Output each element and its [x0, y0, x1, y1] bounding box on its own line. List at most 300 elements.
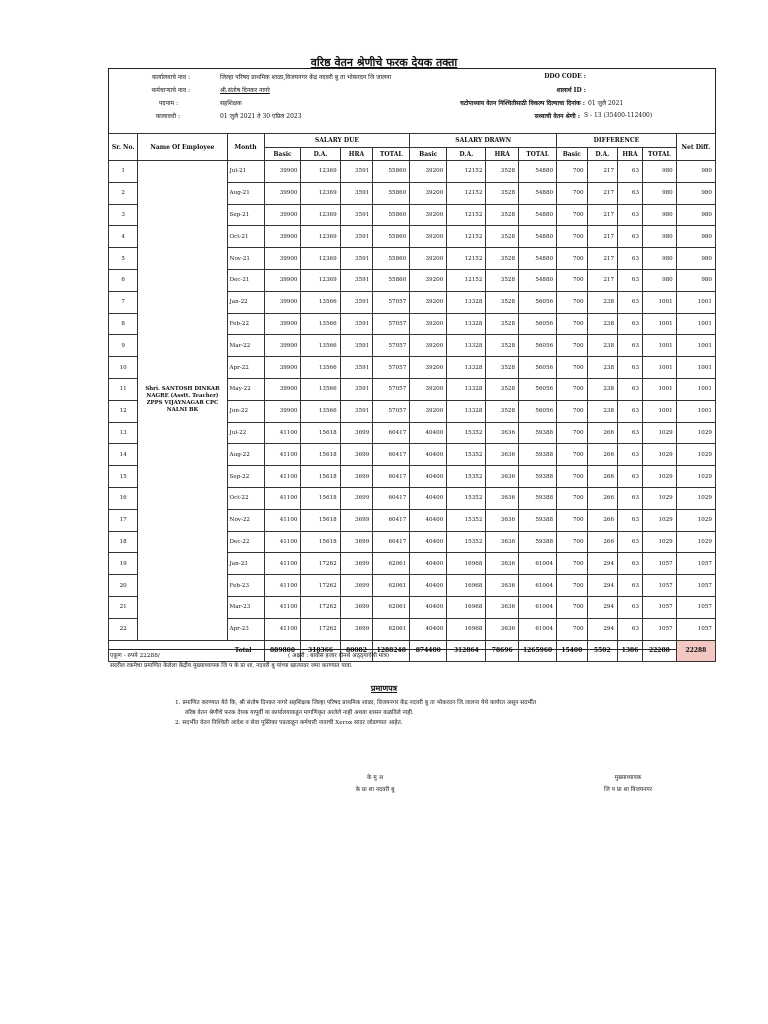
- diff-total-cell: 1029: [643, 531, 677, 553]
- due-total-cell: 55860: [373, 204, 410, 226]
- drawn-basic-cell: 39200: [410, 400, 447, 422]
- due-hra-cell: 3699: [340, 618, 373, 640]
- due-total-cell: 57057: [373, 357, 410, 379]
- due-basic-cell: 39900: [264, 248, 301, 270]
- drawn-basic-cell: 40400: [410, 575, 447, 597]
- due-basic-cell: 41100: [264, 422, 301, 444]
- total-net-diff: 22288: [676, 640, 715, 662]
- diff-basic-cell: 700: [557, 161, 587, 183]
- net-diff-cell: 1029: [676, 509, 715, 531]
- total-due-da: 318366: [301, 640, 340, 662]
- diff-total-cell: 1029: [643, 466, 677, 488]
- due-basic-cell: 39900: [264, 313, 301, 335]
- drawn-total-cell: 54880: [519, 182, 557, 204]
- drawn-da-cell: 16968: [447, 596, 486, 618]
- net-diff-cell: 980: [676, 182, 715, 204]
- net-diff-cell: 1029: [676, 466, 715, 488]
- diff-hra-cell: 63: [618, 466, 643, 488]
- drawn-hra-cell: 3636: [486, 553, 519, 575]
- net-diff-cell: 1029: [676, 531, 715, 553]
- diff-hra-cell: 63: [618, 335, 643, 357]
- diff-hra-cell: 63: [618, 509, 643, 531]
- drawn-da-cell: 15352: [447, 422, 486, 444]
- month-cell: Feb-23: [227, 575, 264, 597]
- option-date-value: 01 जुलै 2021: [588, 100, 624, 107]
- due-basic-cell: 39900: [264, 226, 301, 248]
- diff-basic-cell: 700: [557, 509, 587, 531]
- ddo-code-label: DDO CODE :: [544, 73, 586, 80]
- sr-no-cell: 1: [109, 161, 138, 183]
- difference-header: DIFFERENCE: [557, 134, 677, 148]
- page-title: वरिष्ठ वेतन श्रेणीचे फरक देयक तक्ता: [310, 56, 458, 69]
- due-total-cell: 55860: [373, 269, 410, 291]
- diff-total-cell: 980: [643, 161, 677, 183]
- due-da-cell: 12369: [301, 182, 340, 204]
- due-total-cell: 55860: [373, 248, 410, 270]
- diff-da-cell: 294: [587, 618, 617, 640]
- drawn-total-cell: 61004: [519, 575, 557, 597]
- total-diff-basic: 15400: [557, 640, 587, 662]
- diff-total-cell: 980: [643, 204, 677, 226]
- diff-total-header: TOTAL: [643, 148, 677, 161]
- diff-basic-cell: 700: [557, 204, 587, 226]
- due-hra-cell: 3591: [340, 182, 373, 204]
- month-cell: Jul-21: [227, 161, 264, 183]
- month-cell: Mar-23: [227, 596, 264, 618]
- due-da-header: D.A.: [301, 148, 340, 161]
- due-da-cell: 13566: [301, 335, 340, 357]
- due-da-cell: 17262: [301, 596, 340, 618]
- month-cell: Dec-21: [227, 269, 264, 291]
- net-diff-cell: 980: [676, 226, 715, 248]
- due-hra-cell: 3591: [340, 161, 373, 183]
- month-cell: Apr-22: [227, 357, 264, 379]
- net-diff-cell: 980: [676, 269, 715, 291]
- diff-hra-cell: 63: [618, 575, 643, 597]
- net-diff-cell: 980: [676, 161, 715, 183]
- sr-no-cell: 12: [109, 400, 138, 422]
- drawn-hra-cell: 3528: [486, 204, 519, 226]
- drawn-hra-cell: 3528: [486, 161, 519, 183]
- drawn-da-cell: 15352: [447, 466, 486, 488]
- sr-no-cell: 6: [109, 269, 138, 291]
- due-total-cell: 62061: [373, 553, 410, 575]
- due-da-cell: 13566: [301, 313, 340, 335]
- due-basic-cell: 41100: [264, 575, 301, 597]
- diff-hra-cell: 63: [618, 248, 643, 270]
- due-da-cell: 15618: [301, 444, 340, 466]
- diff-hra-cell: 63: [618, 357, 643, 379]
- due-total-cell: 55860: [373, 226, 410, 248]
- diff-total-cell: 1029: [643, 422, 677, 444]
- post-value: सहशिक्षक: [220, 100, 242, 107]
- due-basic-cell: 41100: [264, 487, 301, 509]
- month-cell: Apr-23: [227, 618, 264, 640]
- drawn-total-cell: 54880: [519, 248, 557, 270]
- drawn-basic-cell: 40400: [410, 618, 447, 640]
- shalarth-id-label: शालार्थ ID :: [556, 87, 586, 94]
- month-cell: Jul-22: [227, 422, 264, 444]
- sr-no-cell: 4: [109, 226, 138, 248]
- diff-hra-cell: 63: [618, 182, 643, 204]
- drawn-hra-cell: 3636: [486, 466, 519, 488]
- pay-scale-label: सध्याची वेतन श्रेणी :: [534, 113, 580, 120]
- diff-hra-cell: 63: [618, 596, 643, 618]
- period-label: कालावधी :: [155, 113, 180, 120]
- salary-drawn-header: SALARY DRAWN: [410, 134, 557, 148]
- due-hra-header: HRA: [340, 148, 373, 161]
- net-diff-cell: 1001: [676, 357, 715, 379]
- diff-da-cell: 238: [587, 357, 617, 379]
- due-hra-cell: 3591: [340, 357, 373, 379]
- employee-label: कर्मचाऱ्याचे नाव :: [151, 87, 190, 94]
- drawn-total-cell: 54880: [519, 269, 557, 291]
- month-cell: Aug-21: [227, 182, 264, 204]
- net-diff-cell: 1057: [676, 553, 715, 575]
- drawn-da-cell: 13328: [447, 357, 486, 379]
- diff-hra-cell: 63: [618, 313, 643, 335]
- diff-basic-cell: 700: [557, 422, 587, 444]
- period-value: 01 जुलै 2021 ते 30 एप्रिल 2023: [220, 113, 302, 120]
- diff-total-cell: 980: [643, 226, 677, 248]
- drawn-total-cell: 61004: [519, 618, 557, 640]
- drawn-total-cell: 59388: [519, 466, 557, 488]
- diff-basic-cell: 700: [557, 553, 587, 575]
- drawn-basic-cell: 40400: [410, 553, 447, 575]
- drawn-hra-cell: 3528: [486, 400, 519, 422]
- drawn-basic-cell: 39200: [410, 335, 447, 357]
- due-da-cell: 13566: [301, 378, 340, 400]
- sr-no-cell: 17: [109, 509, 138, 531]
- sr-no-cell: 9: [109, 335, 138, 357]
- certificate-line-1: 1. प्रमाणित करण्यात येते कि, श्री संतोष दिनकर नागरे सहशिक्षक जिल्हा परिषद प्राथमिक शाळा, विजयनगर केंद्र नदवरी बु ता भोकरदन जि.जालना येथे कार्यरत असून सदर्भीत: [175, 700, 537, 706]
- diff-hra-cell: 63: [618, 444, 643, 466]
- diff-total-cell: 1029: [643, 487, 677, 509]
- drawn-da-cell: 16968: [447, 575, 486, 597]
- drawn-da-cell: 15352: [447, 531, 486, 553]
- due-basic-cell: 41100: [264, 618, 301, 640]
- due-hra-cell: 3591: [340, 378, 373, 400]
- diff-total-cell: 1001: [643, 400, 677, 422]
- drawn-total-cell: 59388: [519, 487, 557, 509]
- drawn-hra-cell: 3636: [486, 618, 519, 640]
- diff-total-cell: 1001: [643, 313, 677, 335]
- drawn-basic-cell: 40400: [410, 487, 447, 509]
- diff-da-cell: 294: [587, 575, 617, 597]
- diff-hra-cell: 63: [618, 618, 643, 640]
- drawn-total-header: TOTAL: [519, 148, 557, 161]
- diff-da-cell: 266: [587, 422, 617, 444]
- drawn-hra-cell: 3528: [486, 335, 519, 357]
- total-diff-da: 5502: [587, 640, 617, 662]
- month-cell: Oct-21: [227, 226, 264, 248]
- due-total-cell: 60417: [373, 466, 410, 488]
- pay-scale-value: S - 13 (35400-112400): [584, 112, 653, 119]
- diff-hra-cell: 63: [618, 269, 643, 291]
- total-diff-hra: 1386: [618, 640, 643, 662]
- total-label: Total: [109, 640, 265, 662]
- due-hra-cell: 3699: [340, 444, 373, 466]
- diff-da-cell: 266: [587, 444, 617, 466]
- diff-da-cell: 266: [587, 531, 617, 553]
- due-total-cell: 55860: [373, 182, 410, 204]
- diff-basic-cell: 700: [557, 378, 587, 400]
- drawn-hra-cell: 3528: [486, 269, 519, 291]
- drawn-basic-cell: 39200: [410, 204, 447, 226]
- due-total-cell: 60417: [373, 531, 410, 553]
- total-due-total: 1288248: [373, 640, 410, 662]
- due-total-cell: 57057: [373, 400, 410, 422]
- drawn-total-cell: 59388: [519, 422, 557, 444]
- net-diff-cell: 1029: [676, 422, 715, 444]
- drawn-total-cell: 56056: [519, 357, 557, 379]
- sr-no-cell: 13: [109, 422, 138, 444]
- drawn-total-cell: 54880: [519, 161, 557, 183]
- post-label: पदनाम :: [159, 100, 178, 107]
- sr-no-cell: 18: [109, 531, 138, 553]
- sr-no-cell: 11: [109, 378, 138, 400]
- drawn-basic-cell: 40400: [410, 466, 447, 488]
- diff-total-cell: 1057: [643, 596, 677, 618]
- diff-total-cell: 1001: [643, 357, 677, 379]
- diff-basic-cell: 700: [557, 487, 587, 509]
- total-due-hra: 80082: [340, 640, 373, 662]
- due-total-cell: 62061: [373, 575, 410, 597]
- due-total-cell: 57057: [373, 291, 410, 313]
- total-row: [109, 640, 716, 662]
- drawn-da-cell: 13328: [447, 400, 486, 422]
- due-da-cell: 15618: [301, 531, 340, 553]
- month-cell: Nov-22: [227, 509, 264, 531]
- diff-basic-cell: 700: [557, 575, 587, 597]
- drawn-hra-cell: 3528: [486, 182, 519, 204]
- due-total-cell: 57057: [373, 378, 410, 400]
- month-cell: Jan-23: [227, 553, 264, 575]
- office-value: जिल्हा परिषद प्राथमिक शाळा,विजयनगर केंद्र नदवरी बु ता भोकरदन जि जालना: [220, 74, 392, 81]
- net-diff-cell: 1029: [676, 487, 715, 509]
- net-diff-cell: 1001: [676, 400, 715, 422]
- due-basic-cell: 41100: [264, 553, 301, 575]
- right-signature-title: मुख्याध्यापक: [614, 775, 642, 781]
- net-diff-cell: 980: [676, 248, 715, 270]
- due-total-cell: 57057: [373, 313, 410, 335]
- table-row: [109, 161, 716, 183]
- diff-hra-cell: 63: [618, 553, 643, 575]
- certificate-title: प्रमाणपत्र: [370, 683, 398, 693]
- sr-no-cell: 2: [109, 182, 138, 204]
- diff-basic-cell: 700: [557, 269, 587, 291]
- drawn-basic-cell: 39200: [410, 161, 447, 183]
- due-total-cell: 62061: [373, 596, 410, 618]
- total-amount-note: एकूण - रुपये 22288/: [110, 653, 160, 659]
- due-hra-cell: 3591: [340, 204, 373, 226]
- due-da-cell: 15618: [301, 487, 340, 509]
- sr-no-cell: 21: [109, 596, 138, 618]
- month-cell: Jun-22: [227, 400, 264, 422]
- total-drawn-basic: 874400: [410, 640, 447, 662]
- due-total-cell: 55860: [373, 161, 410, 183]
- due-da-cell: 17262: [301, 553, 340, 575]
- drawn-basic-cell: 40400: [410, 422, 447, 444]
- due-hra-cell: 3591: [340, 313, 373, 335]
- due-basic-cell: 41100: [264, 509, 301, 531]
- total-drawn-da: 312864: [447, 640, 486, 662]
- due-hra-cell: 3699: [340, 575, 373, 597]
- net-diff-header: Net Diff.: [676, 134, 715, 161]
- due-da-cell: 12369: [301, 269, 340, 291]
- due-basic-cell: 39900: [264, 182, 301, 204]
- drawn-basic-cell: 39200: [410, 378, 447, 400]
- drawn-hra-cell: 3528: [486, 313, 519, 335]
- diff-basic-cell: 700: [557, 444, 587, 466]
- payment-instruction: सदरील रकमेचा प्रमाणित केलेला केंद्रीय मुख्याध्यापक जि प के प्रा शा, नदवरी बु यांच्या खात्यावर जमा करण्यात यावा.: [110, 663, 353, 669]
- due-basic-cell: 41100: [264, 466, 301, 488]
- due-hra-cell: 3591: [340, 226, 373, 248]
- diff-total-cell: 1057: [643, 575, 677, 597]
- due-basic-cell: 39900: [264, 400, 301, 422]
- diff-hra-cell: 63: [618, 422, 643, 444]
- diff-total-cell: 980: [643, 269, 677, 291]
- drawn-da-cell: 13328: [447, 335, 486, 357]
- office-label: कार्यालयाचे नाव :: [151, 74, 190, 81]
- drawn-hra-cell: 3636: [486, 575, 519, 597]
- sr-no-cell: 5: [109, 248, 138, 270]
- employee-value: श्री.संतोष दिनकर नागरे: [220, 87, 270, 94]
- due-basic-cell: 41100: [264, 531, 301, 553]
- drawn-total-cell: 56056: [519, 400, 557, 422]
- drawn-basic-cell: 39200: [410, 313, 447, 335]
- diff-basic-cell: 700: [557, 313, 587, 335]
- total-diff-total: 22288: [643, 640, 677, 662]
- net-diff-cell: 1029: [676, 444, 715, 466]
- drawn-hra-cell: 3636: [486, 422, 519, 444]
- diff-basic-cell: 700: [557, 291, 587, 313]
- net-diff-cell: 1001: [676, 335, 715, 357]
- due-total-cell: 62061: [373, 618, 410, 640]
- net-diff-cell: 1001: [676, 291, 715, 313]
- due-da-cell: 12369: [301, 248, 340, 270]
- diff-da-cell: 266: [587, 466, 617, 488]
- month-cell: Sep-22: [227, 466, 264, 488]
- drawn-da-header: D.A.: [447, 148, 486, 161]
- due-basic-cell: 41100: [264, 444, 301, 466]
- diff-da-cell: 238: [587, 335, 617, 357]
- due-hra-cell: 3591: [340, 335, 373, 357]
- net-diff-cell: 1057: [676, 596, 715, 618]
- diff-basic-cell: 700: [557, 335, 587, 357]
- due-basic-cell: 39900: [264, 378, 301, 400]
- drawn-da-cell: 12152: [447, 204, 486, 226]
- table-body: [109, 161, 716, 662]
- month-cell: Aug-22: [227, 444, 264, 466]
- month-cell: Sep-21: [227, 204, 264, 226]
- diff-basic-cell: 700: [557, 466, 587, 488]
- diff-hra-cell: 63: [618, 204, 643, 226]
- sr-no-cell: 3: [109, 204, 138, 226]
- net-diff-cell: 1057: [676, 618, 715, 640]
- due-basic-header: Basic: [264, 148, 301, 161]
- due-hra-cell: 3699: [340, 509, 373, 531]
- due-hra-cell: 3699: [340, 531, 373, 553]
- drawn-hra-cell: 3528: [486, 226, 519, 248]
- net-diff-cell: 980: [676, 204, 715, 226]
- diff-hra-cell: 63: [618, 400, 643, 422]
- drawn-total-cell: 56056: [519, 378, 557, 400]
- due-da-cell: 15618: [301, 422, 340, 444]
- drawn-da-cell: 16968: [447, 553, 486, 575]
- diff-da-cell: 266: [587, 487, 617, 509]
- due-da-cell: 12369: [301, 204, 340, 226]
- diff-hra-cell: 63: [618, 291, 643, 313]
- sr-no-cell: 10: [109, 357, 138, 379]
- drawn-da-cell: 16968: [447, 618, 486, 640]
- due-hra-cell: 3699: [340, 466, 373, 488]
- due-total-header: TOTAL: [373, 148, 410, 161]
- drawn-hra-header: HRA: [486, 148, 519, 161]
- sr-no-cell: 8: [109, 313, 138, 335]
- month-cell: Jan-22: [227, 291, 264, 313]
- diff-total-cell: 1057: [643, 553, 677, 575]
- due-hra-cell: 3699: [340, 422, 373, 444]
- drawn-hra-cell: 3528: [486, 291, 519, 313]
- certificate-line-2: 2. सदर्भीत वेतन निश्चिती आदेश व सेवा पुस्तिका पडताळून कर्मचारी नावाची Xerox सादर जोडण्यात आहेत.: [175, 720, 403, 726]
- drawn-basic-cell: 39200: [410, 248, 447, 270]
- left-signature-office: के प्रा शा नदवरी बु: [355, 787, 395, 793]
- diff-da-cell: 217: [587, 161, 617, 183]
- drawn-basic-cell: 39200: [410, 182, 447, 204]
- due-hra-cell: 3591: [340, 248, 373, 270]
- due-total-cell: 60417: [373, 422, 410, 444]
- month-cell: Nov-21: [227, 248, 264, 270]
- drawn-total-cell: 59388: [519, 531, 557, 553]
- due-da-cell: 17262: [301, 575, 340, 597]
- due-basic-cell: 39900: [264, 291, 301, 313]
- due-total-cell: 60417: [373, 509, 410, 531]
- drawn-da-cell: 13328: [447, 313, 486, 335]
- net-diff-cell: 1001: [676, 313, 715, 335]
- drawn-hra-cell: 3636: [486, 509, 519, 531]
- drawn-hra-cell: 3528: [486, 248, 519, 270]
- diff-hra-cell: 63: [618, 226, 643, 248]
- due-total-cell: 60417: [373, 444, 410, 466]
- due-basic-cell: 39900: [264, 161, 301, 183]
- month-cell: Mar-22: [227, 335, 264, 357]
- drawn-basic-cell: 39200: [410, 226, 447, 248]
- total-due-basic: 889800: [264, 640, 301, 662]
- diff-total-cell: 1057: [643, 618, 677, 640]
- diff-da-cell: 294: [587, 596, 617, 618]
- due-hra-cell: 3591: [340, 291, 373, 313]
- drawn-da-cell: 15352: [447, 509, 486, 531]
- diff-total-cell: 980: [643, 248, 677, 270]
- certificate-line-1b: वरिष्ठ वेतन श्रेणीचे फरक देयक यापूर्वी या कार्यालयाकडून मागणिकृत आलेले नाही अथवा शासन कळविले नाही.: [185, 710, 414, 716]
- month-cell: Dec-22: [227, 531, 264, 553]
- drawn-da-cell: 12152: [447, 161, 486, 183]
- diff-hra-cell: 63: [618, 161, 643, 183]
- diff-total-cell: 1001: [643, 291, 677, 313]
- due-da-cell: 12369: [301, 161, 340, 183]
- diff-da-cell: 238: [587, 378, 617, 400]
- drawn-total-cell: 56056: [519, 335, 557, 357]
- diff-basic-cell: 700: [557, 531, 587, 553]
- option-date-label: चटोपाध्याय वेतन निश्चितीसाठी विकल्प दिल्याचा दिनांक :: [460, 100, 585, 107]
- diff-hra-header: HRA: [618, 148, 643, 161]
- diff-da-cell: 238: [587, 313, 617, 335]
- drawn-basic-cell: 39200: [410, 291, 447, 313]
- drawn-total-cell: 59388: [519, 509, 557, 531]
- diff-basic-cell: 700: [557, 596, 587, 618]
- diff-basic-cell: 700: [557, 248, 587, 270]
